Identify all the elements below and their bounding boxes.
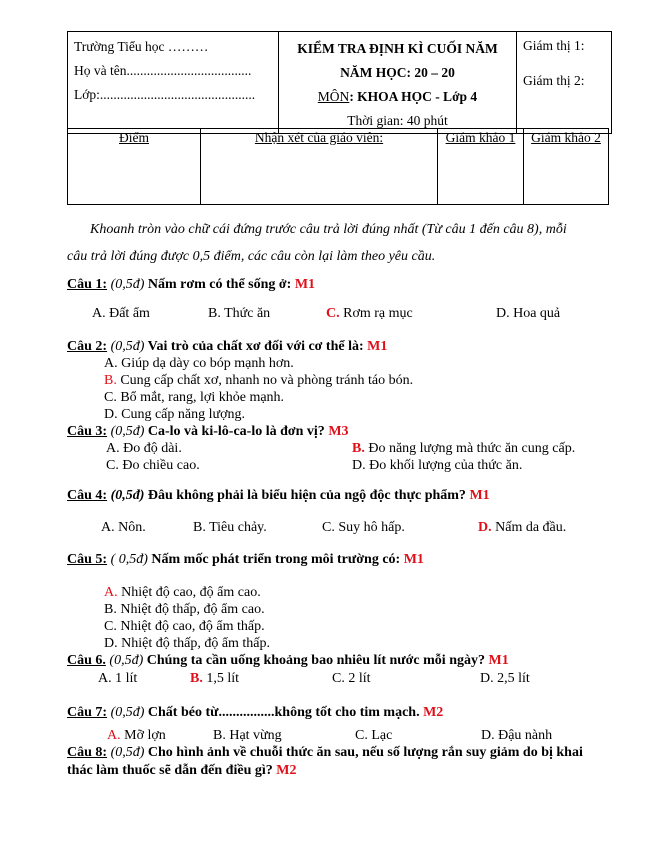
student-name-field: Họ và tên..................................... [74, 63, 252, 78]
q7-option-a-letter: A. [107, 728, 121, 743]
q1-option-c-text: Rơm rạ mục [339, 306, 413, 321]
exam-title: KIỂM TRA ĐỊNH KÌ CUỐI NĂM [297, 41, 498, 56]
q2-points: (0,5đ) [107, 339, 145, 354]
question-5 [67, 552, 424, 568]
q8-points: (0,5đ) [107, 745, 145, 760]
q2-option-c[interactable]: C. Bổ mắt, rang, lợi khỏe mạnh. [104, 390, 285, 405]
q6-option-b-letter: B. [190, 671, 203, 686]
proctor-1: Giám thị 1: [523, 38, 585, 53]
q3-option-b-text: Đo năng lượng mà thức ăn cung cấp. [364, 441, 576, 456]
q6-option-a[interactable]: A. 1 lít [98, 671, 138, 686]
q1-option-a[interactable]: A. Đất ẩm [92, 306, 150, 321]
q4-label: Câu 4: [67, 488, 108, 503]
question-3 [67, 424, 349, 440]
q7-option-a[interactable] [107, 728, 166, 744]
q4-option-d-letter: D. [478, 520, 492, 535]
question-7 [67, 705, 443, 721]
score-table [67, 128, 609, 205]
q2-level: M1 [363, 339, 388, 354]
q5-option-c[interactable]: C. Nhiệt độ cao, độ ẩm thấp. [104, 619, 265, 634]
q7-label: Câu 7: [67, 705, 108, 720]
q4-level: M1 [465, 488, 490, 503]
q2-label: Câu 2: [67, 339, 108, 354]
q8-label: Câu 8: [67, 745, 108, 760]
q3-option-d[interactable]: D. Đo khối lượng của thức ăn. [352, 458, 523, 473]
q6-option-b[interactable] [190, 671, 239, 687]
instruction-line-1: Khoanh tròn vào chữ cái đứng trước câu trả lời đúng nhất (Từ câu 1 đến câu 8), mỗi [90, 222, 567, 237]
q7-option-c[interactable]: C. Lạc [355, 728, 393, 743]
q1-text: Nấm rơm có thể sống ở: [144, 277, 292, 292]
q2-text: Vai trò của chất xơ đối với cơ thể là: [144, 339, 364, 354]
q5-text: Nấm mốc phát triển trong môi trường có: [147, 552, 401, 567]
q2-option-a[interactable]: A. Giúp dạ dày co bóp mạnh hơn. [104, 356, 294, 371]
q8-level: M2 [272, 763, 297, 778]
q5-points: ( 0,5đ) [107, 552, 148, 567]
question-6 [67, 653, 509, 669]
q5-option-a-text: Nhiệt độ cao, độ ẩm cao. [117, 585, 261, 600]
q5-option-b[interactable]: B. Nhiệt độ thấp, độ ẩm cao. [104, 602, 265, 617]
q4-points: (0,5đ) [107, 488, 145, 503]
comment-cell [201, 129, 438, 205]
q4-option-d-text: Nấm da đầu. [491, 520, 567, 535]
q7-option-b[interactable]: B. Hạt vừng [213, 728, 282, 743]
q2-option-b-letter: B. [104, 373, 117, 388]
q1-option-d[interactable]: D. Hoa quả [496, 306, 561, 321]
q1-option-b[interactable]: B. Thức ăn [208, 306, 271, 321]
q3-level: M3 [324, 424, 349, 439]
q3-option-a[interactable]: A. Đo độ dài. [106, 441, 182, 456]
class-field: Lớp:.............................................. [74, 87, 256, 102]
q2-option-b[interactable] [104, 373, 413, 389]
q2-option-d[interactable]: D. Cung cấp năng lượng. [104, 407, 245, 422]
q4-option-d[interactable] [478, 520, 566, 536]
q1-points: (0,5đ) [107, 277, 145, 292]
question-1 [67, 277, 315, 293]
examiner2-cell [524, 129, 609, 205]
q5-option-a[interactable] [104, 585, 261, 601]
q6-option-d[interactable]: D. 2,5 lít [480, 671, 530, 686]
q5-level: M1 [400, 552, 424, 567]
q3-text: Ca-lo và ki-lô-ca-lo là đơn vị? [144, 424, 325, 439]
q3-option-b[interactable] [352, 441, 575, 457]
q1-option-c-letter: C. [326, 306, 340, 321]
q3-label: Câu 3: [67, 424, 108, 439]
q6-text: Chúng ta cần uống khoảng bao nhiêu lít nước mỗi ngày? [143, 653, 485, 668]
proctor-cell [517, 32, 612, 134]
subject-line [279, 85, 516, 109]
q6-label: Câu 6. [67, 653, 106, 668]
q5-label: Câu 5: [67, 552, 108, 567]
q6-option-b-text: 1,5 lít [202, 671, 240, 686]
q3-option-c[interactable]: C. Đo chiều cao. [106, 458, 200, 473]
examiner1-cell [438, 129, 524, 205]
exam-duration: Thời gian: 40 phút [347, 113, 448, 128]
school-name: Trường Tiểu học ……… [74, 39, 209, 54]
student-info-cell [68, 32, 279, 134]
q6-level: M1 [484, 653, 509, 668]
score-label: Điểm [119, 130, 149, 145]
q1-option-c[interactable] [326, 306, 413, 322]
q7-option-d[interactable]: D. Đậu nành [481, 728, 553, 743]
q6-option-c[interactable]: C. 2 lít [332, 671, 371, 686]
q2-option-b-text: Cung cấp chất xơ, nhanh no và phòng tránh táo bón. [116, 373, 414, 388]
score-cell [68, 129, 201, 205]
q1-level: M1 [291, 277, 316, 292]
q7-level: M2 [419, 705, 444, 720]
subject-text: : KHOA HỌC - Lớp 4 [349, 89, 478, 104]
question-8 [67, 745, 583, 761]
q8-text-2: thác làm thuốc sẽ dẫn đến điều gì? [67, 763, 273, 778]
examiner1-label: Giám khảo 1 [445, 130, 516, 145]
subject-prefix: MÔN [317, 89, 350, 104]
question-4 [67, 488, 490, 504]
q3-option-b-letter: B. [352, 441, 365, 456]
q4-option-c[interactable]: C. Suy hô hấp. [322, 520, 405, 535]
proctor-2: Giám thị 2: [523, 73, 585, 88]
q4-option-b[interactable]: B. Tiêu chảy. [193, 520, 267, 535]
q5-option-d[interactable]: D. Nhiệt độ thấp, độ ẩm thấp. [104, 636, 271, 651]
q1-label: Câu 1: [67, 277, 108, 292]
comment-label: Nhận xét của giáo viên: [254, 130, 384, 145]
q4-option-a[interactable]: A. Nôn. [101, 520, 146, 535]
exam-info-cell [279, 32, 517, 134]
question-8-line-2 [67, 763, 296, 779]
q7-option-a-text: Mỡ lợn [120, 728, 166, 743]
school-year: NĂM HỌC: 20 – 20 [340, 65, 455, 80]
q7-points: (0,5đ) [107, 705, 145, 720]
q7-text: Chất béo từ................không tốt cho tim mạch. [144, 705, 420, 720]
q8-text: Cho hình ảnh về chuỗi thức ăn sau, nếu số lượng rắn suy giảm do bị khai [144, 745, 583, 760]
instruction-line-2: câu trả lời đúng được 0,5 điểm, các câu còn lại làm theo yêu cầu. [67, 249, 436, 264]
header-table [67, 31, 612, 134]
examiner2-label: Giám khảo 2 [531, 130, 601, 145]
q5-option-a-letter: A. [104, 585, 118, 600]
question-2 [67, 339, 387, 355]
q6-points: (0,5đ) [105, 653, 144, 668]
q4-text: Đâu không phải là biểu hiện của ngộ độc thực phẩm? [144, 488, 466, 503]
q3-points: (0,5đ) [107, 424, 145, 439]
